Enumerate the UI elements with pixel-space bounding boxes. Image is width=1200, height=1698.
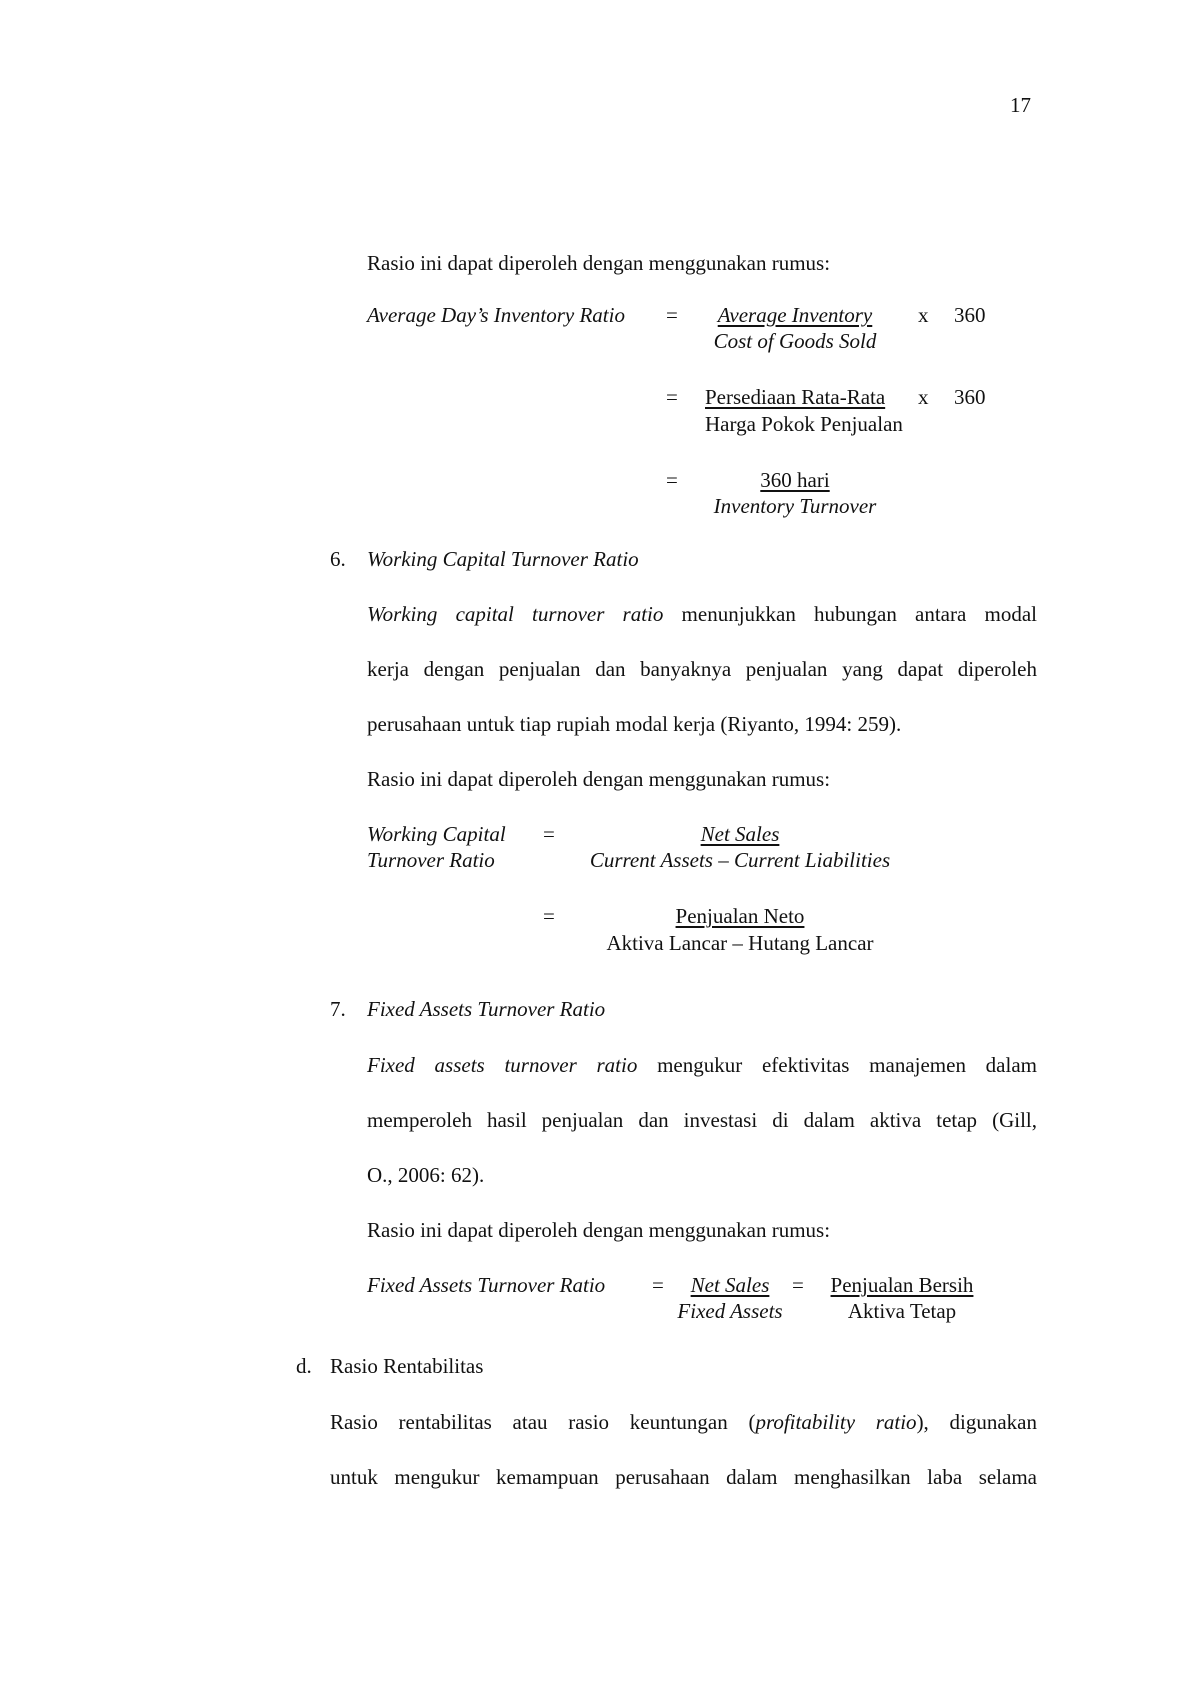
- formula-numerator: Penjualan Neto: [675, 904, 805, 928]
- term: Fixed assets turnover ratio: [367, 1053, 638, 1077]
- paragraph-line: O., 2006: 62).: [367, 1163, 485, 1187]
- equals-sign: =: [792, 1273, 804, 1297]
- formula-numerator: Penjualan Bersih: [830, 1273, 974, 1297]
- multiplier: 360: [954, 385, 986, 409]
- paragraph-line: Fixed assets turnover ratio mengukur efektivitas manajemen dalam: [367, 1053, 1037, 1077]
- paragraph-line: memperoleh hasil penjualan dan investasi di dalam aktiva tetap (Gill,: [367, 1108, 1037, 1132]
- multiply-sign: x: [918, 303, 929, 327]
- equals-sign: =: [652, 1273, 664, 1297]
- formula-denominator: Inventory Turnover: [713, 494, 877, 518]
- multiplier: 360: [954, 303, 986, 327]
- formula-denominator: Fixed Assets: [677, 1299, 783, 1323]
- list-number: 7.: [330, 997, 346, 1021]
- equals-sign: =: [666, 385, 678, 409]
- section-heading: Rasio Rentabilitas: [330, 1354, 484, 1378]
- equals-sign: =: [666, 303, 678, 327]
- formula-label: Turnover Ratio: [367, 848, 495, 872]
- paragraph-line: Rasio rentabilitas atau rasio keuntungan (profitability ratio), digunakan: [330, 1410, 1037, 1434]
- section-letter: d.: [296, 1354, 312, 1378]
- formula-denominator: Aktiva Lancar – Hutang Lancar: [606, 931, 874, 955]
- formula-label: Fixed Assets Turnover Ratio: [367, 1273, 606, 1297]
- formula-label: Average Day’s Inventory Ratio: [367, 303, 625, 327]
- term: Working capital turnover ratio: [367, 602, 664, 626]
- formula-numerator: Persediaan Rata-Rata: [705, 385, 886, 409]
- list-item-title: Fixed Assets Turnover Ratio: [367, 997, 606, 1021]
- paragraph-line: Working capital turnover ratio menunjukkan hubungan antara modal: [367, 602, 1037, 626]
- page-number: 17: [1010, 93, 1031, 117]
- formula-denominator: Harga Pokok Penjualan: [705, 412, 903, 436]
- formula-denominator: Aktiva Tetap: [847, 1299, 957, 1323]
- formula-denominator: Current Assets – Current Liabilities: [589, 848, 891, 872]
- formula-numerator: Average Inventory: [717, 303, 873, 327]
- multiply-sign: x: [918, 385, 929, 409]
- list-item-title: Working Capital Turnover Ratio: [367, 547, 639, 571]
- formula-numerator: 360 hari: [760, 468, 830, 492]
- paragraph-line: perusahaan untuk tiap rupiah modal kerja (Riyanto, 1994: 259).: [367, 712, 902, 736]
- paragraph-line: untuk mengukur kemampuan perusahaan dalam menghasilkan laba selama: [330, 1465, 1037, 1489]
- formula-intro: Rasio ini dapat diperoleh dengan menggunakan rumus:: [367, 767, 831, 791]
- list-number: 6.: [330, 547, 346, 571]
- formula-numerator: Net Sales: [700, 822, 780, 846]
- term: profitability ratio: [755, 1410, 917, 1434]
- formula-intro: Rasio ini dapat diperoleh dengan menggunakan rumus:: [367, 251, 831, 275]
- formula-intro: Rasio ini dapat diperoleh dengan menggunakan rumus:: [367, 1218, 831, 1242]
- formula-denominator: Cost of Goods Sold: [713, 329, 877, 353]
- formula-label: Working Capital: [367, 822, 506, 846]
- equals-sign: =: [666, 468, 678, 492]
- formula-numerator: Net Sales: [690, 1273, 770, 1297]
- equals-sign: =: [543, 822, 555, 846]
- paragraph-line: kerja dengan penjualan dan banyaknya penjualan yang dapat diperoleh: [367, 657, 1037, 681]
- equals-sign: =: [543, 904, 555, 928]
